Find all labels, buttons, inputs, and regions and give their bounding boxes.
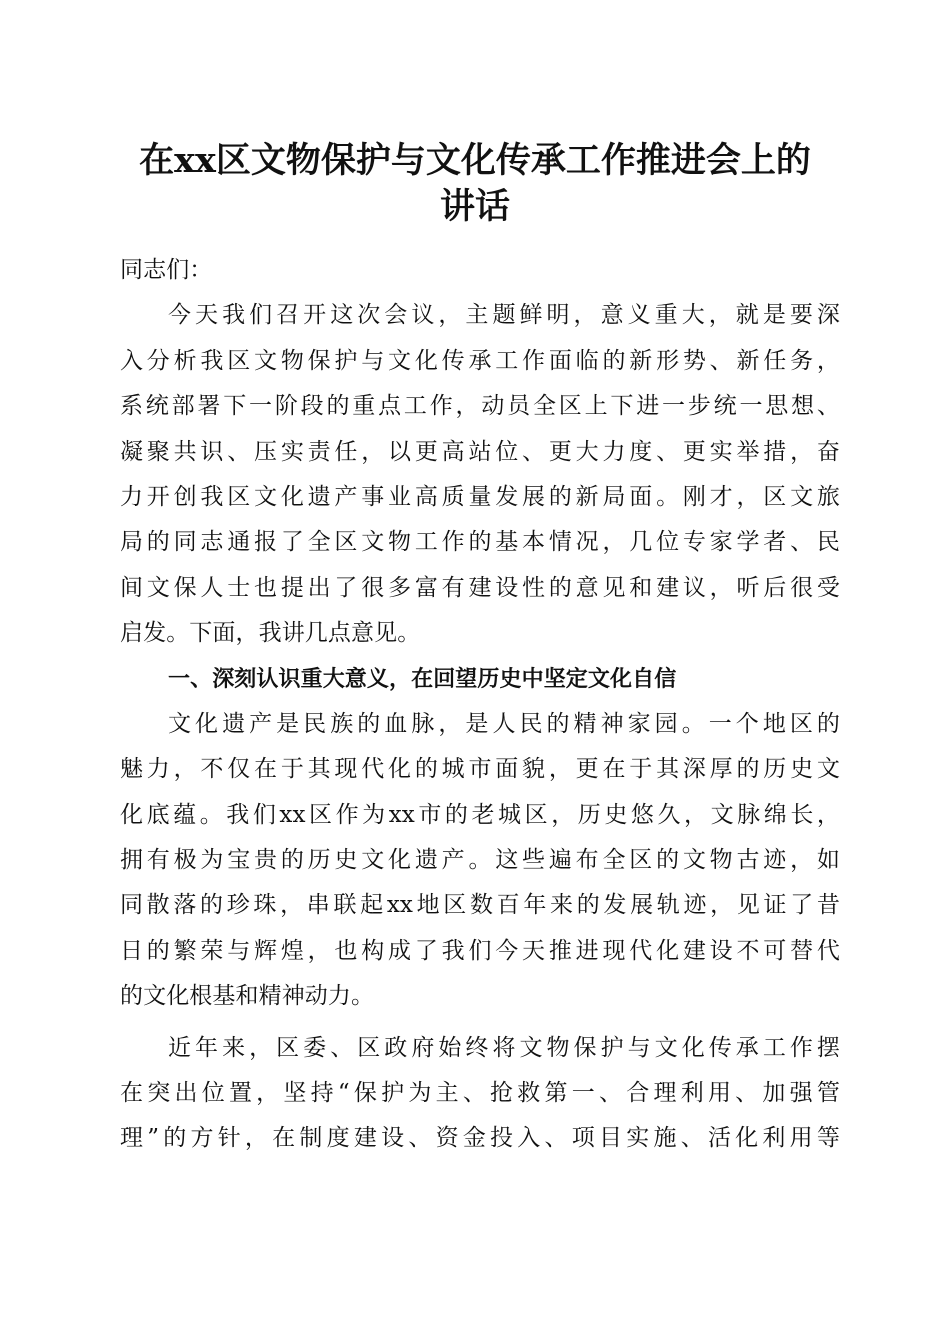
section-heading-1: 一、深刻认识重大意义，在回望历史中坚定文化自信 [168,666,677,692]
document-title-line-2: 讲话 [439,186,510,227]
paragraph-line: 启发。下面，我讲几点意见。 [120,620,421,647]
paragraph-line: 化底蕴。我们xx区作为xx市的老城区，历史悠久，文脉绵长， [120,801,840,828]
salutation: 同志们： [120,257,213,283]
paragraph-line: 今天我们召开这次会议，主题鲜明，意义重大，就是要深 [168,302,840,329]
paragraph-line: 入分析我区文物保护与文化传承工作面临的新形势、新任务， [120,347,840,374]
paragraph-line: 在突出位置，坚持“保护为主、抢救第一、合理利用、加强管 [120,1080,840,1107]
paragraph-line: 同散落的珍珠，串联起xx地区数百年来的发展轨迹，见证了昔 [120,892,840,919]
paragraph-1 [120,293,840,656]
document-body [120,248,840,1162]
paragraph-line: 系统部署下一阶段的重点工作，动员全区上下进一步统一思想、 [120,393,840,420]
paragraph-line: 的文化根基和精神动力。 [120,983,375,1010]
paragraph-line: 魅力，不仅在于其现代化的城市面貌，更在于其深厚的历史文 [120,756,840,783]
paragraph-line: 力开创我区文化遗产事业高质量发展的新局面。刚才，区文旅 [120,483,840,510]
paragraph-line: 拥有极为宝贵的历史文化遗产。这些遍布全区的文物古迹，如 [120,847,840,874]
paragraph-line: 间文保人士也提出了很多富有建设性的意见和建议，听后很受 [120,574,840,601]
paragraph-line: 局的同志通报了全区文物工作的基本情况，几位专家学者、民 [120,529,840,556]
paragraph-line: 凝聚共识、压实责任，以更高站位、更大力度、更实举措，奋 [120,438,840,465]
paragraph-line: 近年来，区委、区政府始终将文物保护与文化传承工作摆 [168,1034,840,1061]
paragraph-3 [120,1026,840,1162]
document-title-line-1: 在xx区文物保护与文化传承工作推进会上的 [139,140,811,181]
paragraph-2 [120,702,840,1020]
paragraph-line: 理”的方针，在制度建设、资金投入、项目实施、活化利用等 [120,1125,840,1152]
paragraph-line: 日的繁荣与辉煌，也构成了我们今天推进现代化建设不可替代 [120,937,840,964]
paragraph-line: 文化遗产是民族的血脉，是人民的精神家园。一个地区的 [168,710,840,737]
